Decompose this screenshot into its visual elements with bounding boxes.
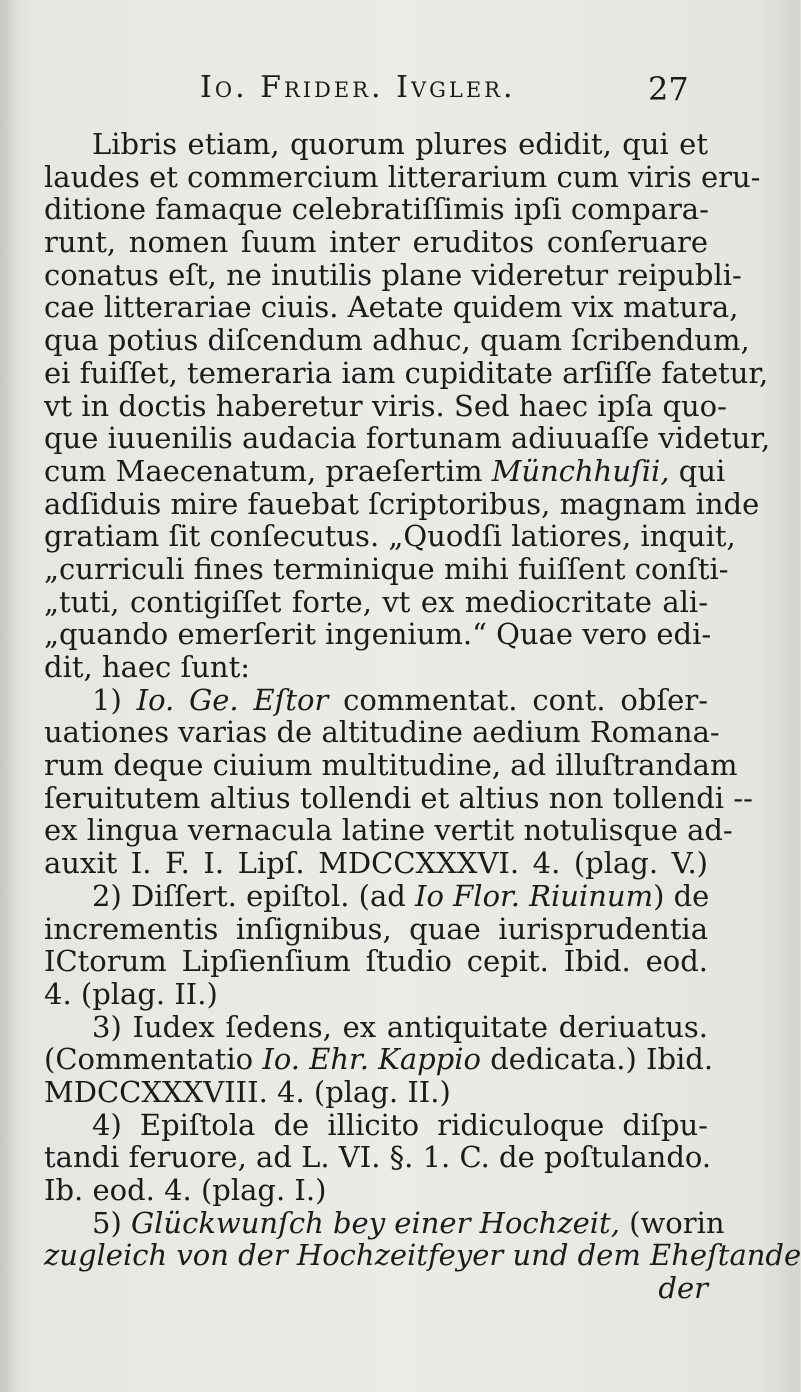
- text-line: [44, 1238, 801, 1273]
- text-line: ditione famaque celebratiſſimis ipſi compara-: [44, 192, 709, 227]
- text-line: conatus eſt, ne inutilis plane videretur reipubli-: [44, 257, 742, 292]
- text-line: (Commentatio Io. Ehr. Kappio dedicata.) Ibid.: [44, 1042, 714, 1077]
- text-line: runt, nomen ſuum inter eruditos conſeruare: [44, 225, 708, 260]
- text-line: Libris etiam, quorum plures edidit, qui et: [92, 127, 708, 161]
- text-line: qua potius diſcendum adhuc, quam ſcribendum,: [44, 323, 750, 358]
- text-line: 3) Iudex ſedens, ex antiquitate deriuatus.: [92, 1009, 708, 1044]
- italic-phrase: Münchhuſii,: [491, 453, 670, 488]
- text-line: „tuti, contigiſſet forte, vt ex mediocritate ali-: [44, 584, 708, 619]
- text-line: incrementis inſignibus, quae iurisprudentia: [44, 911, 708, 946]
- page-number: 27: [648, 70, 689, 108]
- text-line: 4. (plag. II.): [44, 976, 218, 1011]
- body-text: [44, 127, 801, 1306]
- text-line: [44, 1272, 708, 1305]
- text-line: „quando emerſerit ingenium.“ Quae vero edi-: [44, 617, 712, 652]
- italic-phrase: zugleich von der Hochzeitfeyer und dem Eheſtande: [44, 1238, 801, 1273]
- text-line: ei fuiſſet, temeraria iam cupiditate arſiſſe fatetur,: [44, 355, 769, 390]
- text-line: laudes et commercium litterarium cum viris eru-: [44, 159, 761, 194]
- text-line: ICtorum Lipſienſium ſtudio cepit. Ibid. eod.: [44, 944, 708, 979]
- text-line: Ib. eod. 4. (plag. I.): [44, 1173, 327, 1207]
- text-line: 1) Io. Ge. Eſtor commentat. cont. obſer-: [92, 682, 709, 717]
- text-line: „curriculi fines terminique mihi fuiſſent conſti-: [44, 551, 729, 586]
- text-line: gratiam ſit conſecutus. „Quodſi latiores, inquit,: [44, 519, 736, 554]
- page-edge-shadow: [0, 0, 16, 1392]
- italic-phrase: Io. Ge. Eſtor: [136, 682, 329, 717]
- text-line: ex lingua vernacula latine vertit notulisque ad-: [44, 813, 733, 848]
- text-line: MDCCXXXVIII. 4. (plag. II.): [44, 1074, 451, 1109]
- italic-phrase: Io Flor. Riuinum: [415, 878, 654, 913]
- text-line: ſeruitutem altius tollendi et altius non tollendi --: [44, 780, 753, 815]
- text-line: uationes varias de altitudine aedium Romana-: [44, 715, 720, 750]
- running-head: [0, 70, 800, 110]
- text-line: auxit I. F. I. Lipſ. MDCCXXXVI. 4. (plag. V.): [44, 846, 708, 881]
- text-line: que iuuenilis audacia fortunam adiuuaſſe videtur,: [44, 421, 771, 456]
- text-line: dit, haec ſunt:: [44, 650, 251, 684]
- text-line: 2) Diſſert. epiſtol. (ad Io Flor. Riuinum) de: [92, 878, 710, 913]
- text-line: 4) Epiſtola de illicito ridiculoque diſpu-: [92, 1107, 708, 1142]
- running-head-title: Io. Frider. Ivgler.: [200, 70, 516, 105]
- italic-phrase: der: [658, 1271, 708, 1306]
- text-line: cum Maecenatum, praeſertim Münchhuſii, qui: [44, 453, 726, 488]
- italic-phrase: Glückwunſch bey einer Hochzeit,: [130, 1205, 620, 1240]
- text-line: vt in doctis haberetur viris. Sed haec ipſa quo-: [44, 388, 727, 423]
- italic-phrase: Io. Ehr. Kappio: [262, 1042, 481, 1077]
- text-line: 5) Glückwunſch bey einer Hochzeit, (worin: [92, 1205, 725, 1240]
- text-line: rum deque ciuium multitudine, ad illuſtrandam: [44, 748, 738, 783]
- text-line: tandi feruore, ad L. VI. §. 1. C. de poſtulando.: [44, 1140, 712, 1175]
- text-line: cae litterariae ciuis. Aetate quidem vix matura,: [44, 290, 739, 325]
- text-line: adſiduis mire fauebat ſcriptoribus, magnam inde: [44, 486, 760, 521]
